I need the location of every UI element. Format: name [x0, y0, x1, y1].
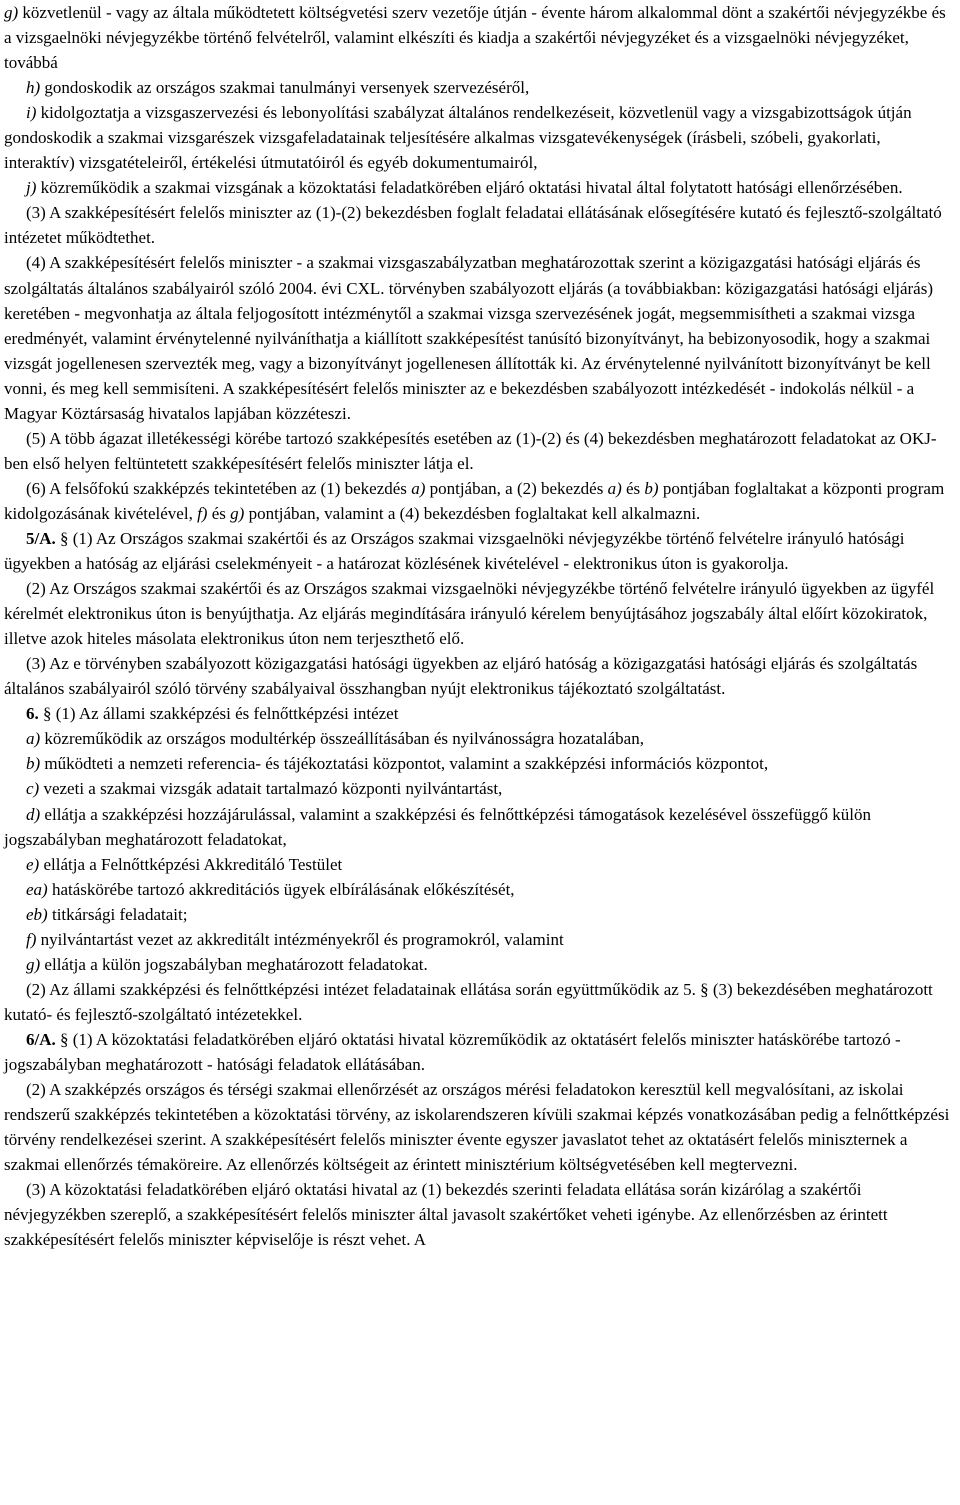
text-run: (2) A szakképzés országos és térségi szakmai ellenőrzését az országos mérési feladatokon keresztül kell megvalósítani, az iskolai rendszerű szakképzés tekintetében a közoktatási törvény, az iskolarendszeren kívüli szakmai képzés vonatkozásában pedig a felnőttképzési törvény rendelkezései szerint. A szakképesítésért felelős miniszter évente egyszer javaslatot tehet az oktatásért felelős miniszternek a szakmai ellenőrzés témaköreire. Az ellenőrzés költségeit az érintett minisztérium költségvetésében kell megtervezni.: [4, 1080, 950, 1175]
paragraph: [4, 877, 954, 902]
item-marker: c): [26, 779, 40, 799]
item-marker: g): [4, 3, 19, 22]
item-marker: i): [26, 103, 37, 123]
text-run: gondoskodik az országos szakmai tanulmányi versenyek szervezéséről,: [40, 78, 530, 98]
item-marker: h): [26, 78, 41, 98]
item-marker: a): [411, 478, 426, 498]
item-marker: g): [230, 503, 245, 523]
paragraph: [4, 426, 954, 476]
text-run: (5) A több ágazat illetékességi körébe tartozó szakképesítés esetében az (1)-(2) és (4) bekezdésben meghatározott feladatokat az OKJ-ben első helyen feltüntetett szakképesítésért felelős miniszter látja el.: [4, 428, 937, 473]
paragraph: [4, 526, 954, 576]
paragraph: [4, 726, 954, 751]
paragraph: [4, 651, 954, 701]
text-run: működteti a nemzeti referencia- és tájékoztatási központot, valamint a szakképzési információs központot,: [40, 754, 769, 774]
paragraph: [4, 1027, 954, 1077]
paragraph: [4, 1177, 954, 1252]
text-run: és: [621, 478, 645, 498]
text-run: (3) A közoktatási feladatkörében eljáró oktatási hivatal az (1) bekezdés szerinti feladata ellátása során kizárólag a szakértői névjegyzékben szereplő, a szakképesítésért felelős miniszter által javasolt szakértőket veheti igénybe. Az ellenőrzésben az érintett szakképesítésért felelős miniszter képviselője is részt vehet. A: [4, 1180, 888, 1250]
text-run: (3) Az e törvényben szabályozott közigazgatási hatósági ügyekben az eljáró hatóság a közigazgatási hatósági eljárás és szolgáltatás általános szabályairól szóló törvény szabályaival összhangban nyújt elektronikus tájékoztató szolgáltatást.: [4, 654, 918, 699]
paragraph: [4, 576, 954, 651]
item-marker: j): [26, 178, 37, 198]
paragraph: [4, 852, 954, 877]
item-marker: b): [644, 478, 659, 498]
section-number: 5/A.: [26, 528, 56, 548]
paragraph: [4, 100, 954, 175]
section-number: 6/A.: [26, 1029, 56, 1049]
item-marker: a): [26, 729, 41, 749]
paragraph: [4, 902, 954, 927]
item-marker: e): [26, 854, 40, 874]
paragraph: [4, 927, 954, 952]
section-number: 6.: [26, 704, 39, 724]
text-run: (2) Az Országos szakmai szakértői és az Országos szakmai vizsgaelnöki névjegyzékbe történő felvételre irányuló ügyekben az ügyfél kérelmét elektronikus úton is benyújthatja. Az eljárás megindítására irányuló kérelem benyújtásához jogszabály által előírt közokiratok, illetve azok hiteles másolata elektronikus úton nem terjeszthető elő.: [4, 579, 935, 649]
text-run: pontjában, a (2) bekezdés: [425, 478, 608, 498]
text-run: közreműködik az országos modultérkép összeállításában és nyilvánosságra hozatalában,: [40, 729, 644, 749]
paragraph: [4, 977, 954, 1027]
paragraph: [4, 175, 954, 200]
text-run: pontjában, valamint a (4) bekezdésben foglaltakat kell alkalmazni.: [244, 503, 701, 523]
text-run: nyilvántartást vezet az akkreditált intézményekről és programokról, valamint: [36, 929, 564, 949]
paragraph: [4, 701, 954, 726]
paragraph: [4, 802, 954, 852]
text-run: ellátja a külön jogszabályban meghatározott feladatokat.: [40, 954, 428, 974]
paragraph: [4, 952, 954, 977]
text-run: és: [207, 503, 231, 523]
paragraph: [4, 75, 954, 100]
paragraph: [4, 0, 954, 75]
text-run: pontjában foglaltakat a központi program kidolgozásának kivételével,: [4, 478, 945, 523]
item-marker: g): [26, 954, 41, 974]
text-run: (2) Az állami szakképzési és felnőttképzési intézet feladatainak ellátása során együttműködik az 5. § (3) bekezdésében meghatározott kutató- és fejlesztő-szolgáltató intézetekkel.: [4, 979, 933, 1024]
text-run: ellátja a szakképzési hozzájárulással, valamint a szakképzési és felnőttképzési támogatások kezelésével összefüggő külön jogszabályban meghatározott feladatokat,: [4, 804, 871, 849]
text-run: (6) A felsőfokú szakképzés tekintetében az (1) bekezdés: [26, 478, 412, 498]
text-run: titkársági feladatait;: [47, 904, 188, 924]
item-marker: eb): [26, 904, 48, 924]
text-run: § (1) Az állami szakképzési és felnőttképzési intézet: [38, 704, 399, 724]
paragraph: [4, 1077, 954, 1177]
item-marker: f): [26, 929, 37, 949]
text-run: § (1) A közoktatási feladatkörében eljáró oktatási hivatal közreműködik az oktatásért felelős miniszter hatáskörébe tartozó - jogszabályban meghatározott - hatósági feladatok ellátásában.: [4, 1029, 901, 1074]
text-run: vezeti a szakmai vizsgák adatait tartalmazó központi nyilvántartást,: [39, 779, 503, 799]
item-marker: ea): [26, 879, 48, 899]
item-marker: a): [607, 478, 622, 498]
text-run: kidolgoztatja a vizsgaszervezési és lebonyolítási szabályzat általános rendelkezéseit, közvetlenül vagy a vizsgabizottságok útján gondoskodik a szakmai vizsgarészek vizsgafeladatainak teljesítésére alkalmas vizsgatevékenységek (írásbeli, szóbeli, gyakorlati, interaktív) vizsgatételeiről, értékelési útmutatóiról és egyéb dokumentumairól,: [4, 103, 912, 173]
text-run: § (1) Az Országos szakmai szakértői és az Országos szakmai vizsgaelnöki névjegyzékbe történő felvételre irányuló hatósági ügyekben a hatóság az eljárási cselekményeit - a határozat közlésének kivételével - elektronikus úton is gyakorolja.: [4, 528, 905, 574]
paragraph: [4, 751, 954, 776]
text-run: (3) A szakképesítésért felelős miniszter az (1)-(2) bekezdésben foglalt feladatai ellátásának elősegítésére kutató és fejlesztő-szolgáltató intézetet működtethet.: [4, 203, 942, 248]
paragraph: [4, 200, 954, 250]
text-run: ellátja a Felnőttképzési Akkreditáló Testület: [39, 854, 343, 874]
item-marker: b): [26, 754, 41, 774]
item-marker: f): [197, 503, 208, 523]
item-marker: d): [26, 804, 41, 824]
paragraph: [4, 476, 954, 526]
paragraph: [4, 250, 954, 425]
text-run: (4) A szakképesítésért felelős miniszter - a szakmai vizsgaszabályzatban meghatározottak szerint a közigazgatási hatósági eljárás és szolgáltatás általános szabályairól szóló 2004. évi CXL. törvényben szabályozott eljárás (a továbbiakban: közigazgatási hatósági eljárás) keretében - megvonhatja az általa feljogosított intézménytől a szakmai vizsga szervezésének jogát, megsemmisítheti a szakmai vizsga eredményét, valamint érvénytelenné nyilváníthatja a kiállított szakképesítést tanúsító bizonyítványt, ha bebizonyosodik, hogy a szakmai vizsgát jogellenesen szervezték meg, vagy a bizonyítványt jogellenesen állították ki. Az érvénytelenné nyilvánított bizonyítványt be kell vonni, és meg kell semmisíteni. A szakképesítésért felelős miniszter az e bekezdésben szabályozott intézkedését - indokolás nélkül - a Magyar Köztársaság hivatalos lapjában közzéteszi.: [4, 253, 934, 423]
text-run: hatáskörébe tartozó akkreditációs ügyek elbírálásának előkészítését,: [47, 879, 515, 899]
paragraph: [4, 776, 954, 801]
text-run: közvetlenül - vagy az általa működtetett költségvetési szerv vezetője útján - évente három alkalommal dönt a szakértői névjegyzékbe és a vizsgaelnöki névjegyzékbe történő felvételről, valamint elkészíti és kiadja a szakértői névjegyzéket és a vizsgaelnöki névjegyzéket, továbbá: [4, 3, 946, 73]
text-run: közreműködik a szakmai vizsgának a közoktatási feladatkörében eljáró oktatási hivatal által folytatott hatósági ellenőrzésében.: [36, 178, 903, 198]
